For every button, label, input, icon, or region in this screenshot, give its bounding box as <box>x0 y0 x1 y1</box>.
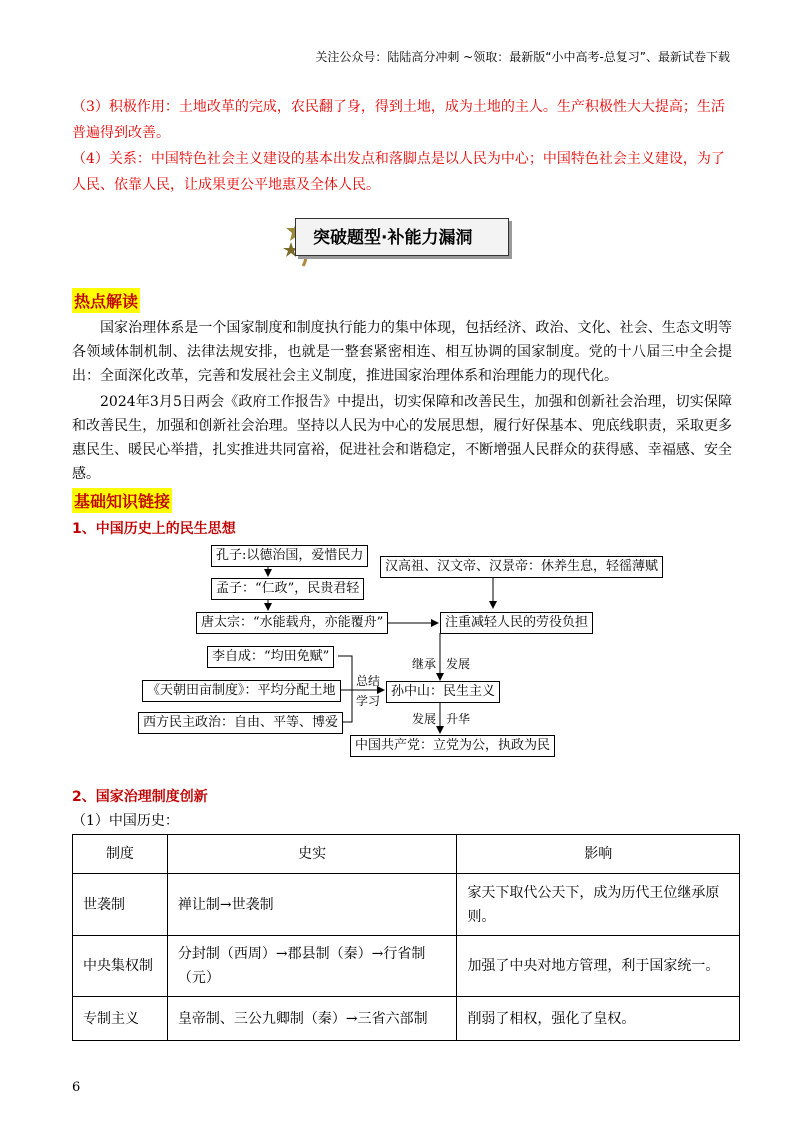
flow-node-mengzi: 孟子：“仁政”，民贵君轻 <box>211 578 364 600</box>
table-cell: 专制主义 <box>73 997 168 1041</box>
table-cell: 削弱了相权，强化了皇权。 <box>457 997 740 1041</box>
flow-label-summary: 总结 <box>356 674 381 688</box>
page-number: 6 <box>72 1080 81 1095</box>
table-row <box>73 874 740 936</box>
flow-node-cpc: 中国共产党：立党为公，执政为民 <box>350 735 555 757</box>
hot-reading-title: 热点解读 <box>72 288 140 313</box>
table-row <box>73 936 740 997</box>
table-cell: 家天下取代公天下，成为历代王位继承原则。 <box>457 874 740 936</box>
flow-label-develop-1: 发展 <box>446 657 471 671</box>
flow-node-taizong: 唐太宗：“水能载舟，亦能覆舟” <box>196 612 388 634</box>
flow-node-sun: 孙中山：民生主义 <box>386 681 500 703</box>
table-row <box>73 997 740 1041</box>
history-table <box>72 834 740 1041</box>
flow-node-burden: 注重减轻人民的劳役负担 <box>440 612 593 634</box>
table-cell: 中央集权制 <box>73 936 168 997</box>
table-header-row <box>73 835 740 874</box>
table-header-cell: 史实 <box>167 835 457 874</box>
hot-reading-paragraph-2: 2024年3月5日两会《政府工作报告》中提出，切实保障和改善民生，加强和创新社会治理，切实保障和改善民生，加强和创新社会治理。坚持以人民为中心的发展思想，履行好保基本、兜底线职责，采取更多惠民生、暖民心举措，扎实推进共同富裕，促进社会和谐稳定，不断增强人民群众的获得感、幸福感、安全感。 <box>72 394 732 482</box>
hot-reading-paragraph-1: 国家治理体系是一个国家制度和制度执行能力的集中体现，包括经济、政治、文化、社会、生态文明等各领域体制机制、法律法规安排，也就是一整套紧密相连、相互协调的国家制度。党的十八届三中全会提出：全面深化改革，完善和发展社会主义制度，推进国家治理体系和治理能力的现代化。 <box>72 320 732 384</box>
flow-node-lizicheng: 李自成：“均田免赋” <box>207 646 334 668</box>
subsection-1-title: 1、中国历史上的民生思想 <box>72 521 236 537</box>
page-header: 关注公众号：陆陆高分冲刺 ~领取：最新版“小中高考-总复习”、最新试卷下载 <box>315 50 730 64</box>
flow-node-tianchao: 《天朝田亩制度》：平均分配土地 <box>142 680 341 702</box>
flow-node-han: 汉高祖、汉文帝、汉景帝：休养生息，轻徭薄赋 <box>380 556 663 578</box>
flow-node-west: 西方民主政治：自由、平等、博爱 <box>138 712 343 734</box>
subsection-2-title: 2、国家治理制度创新 <box>72 789 208 805</box>
flow-node-kongzi: 孔子:以德治国，爱惜民力 <box>211 545 368 567</box>
table-cell: 加强了中央对地方管理，利于国家统一。 <box>457 936 740 997</box>
table-cell: 禅让制→世袭制 <box>167 874 457 936</box>
table-cell: 世袭制 <box>73 874 168 936</box>
basics-title: 基础知识链接 <box>72 488 172 513</box>
table-cell: 皇帝制、三公九卿制（秦）→三省六部制 <box>167 997 457 1041</box>
history-label: （1）中国历史： <box>72 813 179 829</box>
table-cell: 分封制（西周）→郡县制（秦）→行省制（元） <box>167 936 457 997</box>
intro-point-3: （3）积极作用：土地改革的完成，农民翻了身，得到土地，成为土地的主人。生产积极性大大提高；生活普遍得到改善。 <box>72 99 725 141</box>
table-header-cell: 制度 <box>73 835 168 874</box>
flow-label-inherit: 继承 <box>412 657 437 671</box>
intro-point-4: （4）关系：中国特色社会主义建设的基本出发点和落脚点是以人民为中心；中国特色社会主义建设，为了人民、依靠人民，让成果更公平地惠及全体人民。 <box>72 151 725 193</box>
flow-label-learn: 学习 <box>356 694 381 708</box>
table-header-cell: 影响 <box>457 835 740 874</box>
flow-label-develop-2: 发展 <box>412 712 437 726</box>
banner-title: 突破题型·补能力漏洞 <box>313 228 473 248</box>
flow-label-sublimate: 升华 <box>446 712 471 726</box>
